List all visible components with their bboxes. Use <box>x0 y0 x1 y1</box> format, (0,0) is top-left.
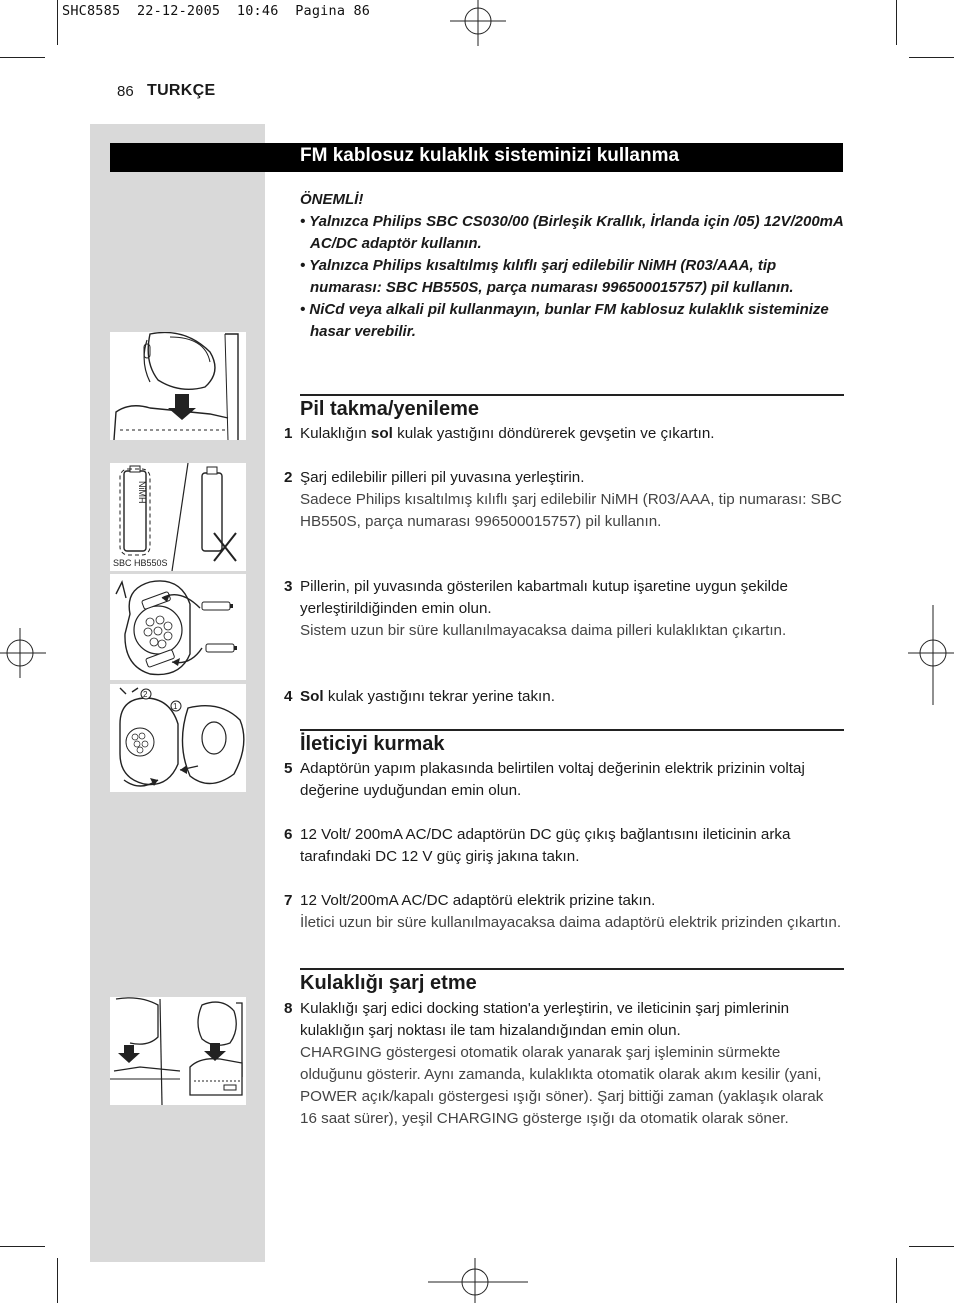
illustration-batteries <box>110 463 246 571</box>
illustration-ear-cushion <box>110 684 246 792</box>
section-divider <box>300 394 844 396</box>
print-page-number: 86 <box>353 3 371 19</box>
step-number: 7 <box>284 892 293 909</box>
step-text-bold: sol <box>370 425 393 442</box>
step-item <box>282 467 844 533</box>
step-text-part: kulak yastığını tekrar yerine takın. <box>323 688 555 705</box>
crop-mark <box>57 1258 58 1303</box>
step-text <box>300 686 844 708</box>
main-title-bar <box>110 143 843 172</box>
step-text <box>300 423 844 445</box>
illustration-charging-dock <box>110 997 246 1105</box>
step-item <box>282 576 844 642</box>
step-item <box>282 890 844 934</box>
warning-item: • Yalnızca Philips kısaltılmış kılıflı şarj edilebilir NiMH (R03/AAA, tip numarası: SBC HB550S, parça numarası 996500015757) pil kullanın. <box>300 257 794 296</box>
step-number: 3 <box>284 578 293 595</box>
step-number: 4 <box>284 688 293 705</box>
crop-mark <box>57 0 58 45</box>
registration-mark-left <box>0 628 46 678</box>
step-number: 5 <box>284 760 293 777</box>
registration-mark-bottom <box>428 1258 528 1303</box>
warning-item: • NiCd veya alkali pil kullanmayın, bunlar FM kablosuz kulaklık sisteminize hasar verebilir. <box>300 301 829 340</box>
step-note: İletici uzun bir süre kullanılmayacaksa daima adaptörü elektrik prizinden çıkartın. <box>300 914 842 931</box>
page-number: 86 <box>117 83 134 100</box>
crop-mark <box>896 1258 897 1303</box>
callout-2-label: 2 <box>143 690 148 699</box>
step-item <box>282 686 844 708</box>
step-text-bold: Sol <box>300 688 324 705</box>
print-page-word: Pagina <box>295 3 346 19</box>
section-divider <box>300 729 844 731</box>
step-text-part: kulak yastığını döndürerek gevşetin ve çıkartın. <box>392 425 715 442</box>
crop-mark <box>896 0 897 45</box>
step-text-part: Kulaklığın <box>300 425 371 442</box>
warning-item: • Yalnızca Philips SBC CS030/00 (Birleşik Krallık, İrlanda için /05) 12V/200mA AC/DC adaptör kullanın. <box>300 213 844 252</box>
crop-mark <box>909 1246 954 1247</box>
step-text: 12 Volt/200mA AC/DC adaptörü elektrik prizine takın. <box>300 892 656 909</box>
illustration-headset-dock <box>110 332 246 440</box>
illustration-battery-compartment <box>110 574 246 680</box>
crop-mark <box>0 57 45 58</box>
registration-mark-right <box>908 605 954 705</box>
step-text: Kulaklığı şarj edici docking station'a yerleştirin, ve ileticinin şarj pimlerinin kulaklığın şarj noktası ile tam hizalandığından emin olun. <box>300 1000 790 1039</box>
print-date: 22-12-2005 <box>136 3 221 19</box>
step-note: Sistem uzun bir süre kullanılmayacaksa daima pilleri kulaklıktan çıkartın. <box>300 622 787 639</box>
step-item <box>282 423 844 445</box>
section-title-charging: Kulaklığı şarj etme <box>300 972 477 994</box>
step-text: Şarj edilebilir pilleri pil yuvasına yerleştirin. <box>300 469 585 486</box>
crop-mark <box>0 1246 45 1247</box>
step-number: 1 <box>284 425 293 442</box>
step-text: Adaptörün yapım plakasında belirtilen voltaj değerinin elektrik prizinin voltaj değerine uyduğundan emin olun. <box>300 760 805 799</box>
registration-mark-top <box>450 0 506 46</box>
battery-model-label: SBC HB550S <box>113 558 168 568</box>
step-item <box>282 758 844 802</box>
step-item <box>282 998 844 1130</box>
section-title-battery: Pil takma/yenileme <box>300 398 479 420</box>
step-number: 6 <box>284 826 293 843</box>
section-divider <box>300 968 844 970</box>
crop-mark <box>909 57 954 58</box>
step-item <box>282 824 844 868</box>
step-note: Sadece Philips kısaltılmış kılıflı şarj edilebilir NiMH (R03/AAA, tip numarası: SBC HB550S, parça numarası 996500015757) pil kullanın. <box>300 491 842 530</box>
step-text: Pillerin, pil yuvasında gösterilen kabartmalı kutup işaretine uygun şekilde yerleştirildiğinden emin olun. <box>300 578 788 617</box>
warning-heading: ÖNEMLİ! <box>300 191 364 208</box>
step-number: 2 <box>284 469 293 486</box>
step-text: 12 Volt/ 200mA AC/DC adaptörün DC güç çıkış bağlantısını ileticinin arka tarafındaki DC 12 V güç giriş jakına takın. <box>300 826 791 865</box>
step-note: CHARGING göstergesi otomatik olarak yanarak şarj işleminin sürmekte olduğunu gösterir. Aynı zamanda, kulaklıkta otomatik olarak akım kesilir (yani, POWER açık/kapalı göstergesi ışığı söner). Şarj bittiği zaman (yaklaşık olarak 16 saat sürer), yeşil CHARGING gösterge ışığı da otomatik olarak söner. <box>300 1044 824 1127</box>
print-time: 10:46 <box>236 3 279 19</box>
step-number: 8 <box>284 1000 293 1017</box>
main-title: FM kablosuz kulaklık sisteminizi kullanma <box>300 145 680 166</box>
print-header <box>62 3 370 19</box>
section-title-transmitter: İleticiyi kurmak <box>300 733 445 755</box>
print-file: SHC8585 <box>62 3 121 19</box>
warning-block <box>282 189 844 343</box>
page-language: TURKÇE <box>147 82 216 99</box>
battery-nimh-text: NiMH <box>137 481 147 504</box>
callout-1-label: 1 <box>173 702 178 711</box>
